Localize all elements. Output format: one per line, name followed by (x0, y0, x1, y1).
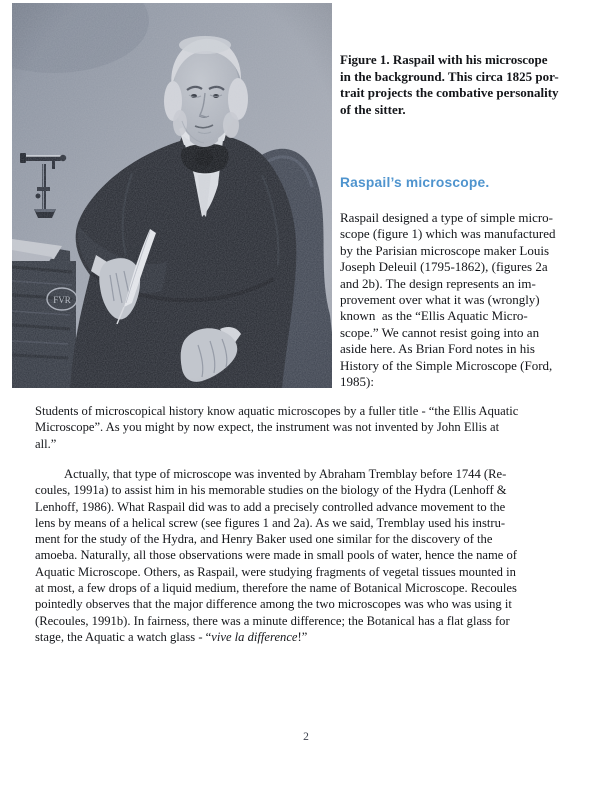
column-text (340, 210, 606, 390)
paragraph-line-last (35, 629, 595, 645)
body-line: by the Parisian microscope maker Louis (340, 242, 550, 258)
paragraph-line: Actually, that type of microscope was invented by Abraham Tremblay before 1744 (Re- (64, 467, 507, 481)
paragraph-line: lens by means of a helical screw (see figures 1 and 2a). As we said, Tremblay used his instru- (35, 515, 506, 530)
body-line: and 2b). The design represents an im- (340, 275, 536, 291)
body-line: scope.” We cannot resist going into an (340, 324, 540, 340)
body-line: known as the “Ellis Aquatic Micro- (340, 308, 528, 324)
paragraph-line: coules, 1991a) to assist him in his memorable studies on the biology of the Hydra (Lenhoff & (35, 483, 507, 498)
last-line-suffix: !” (297, 629, 308, 644)
body-line: Joseph Deleuil (1795-1862), (figures 2a (340, 259, 548, 275)
last-line-italic: vive la difference (211, 629, 298, 644)
last-line-prefix: stage, the Aquatic a watch glass - “ (35, 629, 212, 644)
body-line: Raspail designed a type of simple micro- (340, 210, 554, 225)
paragraph-line: pointedly observes that the major difference among the two microscopes was who was using it (35, 597, 512, 612)
paragraph-line: at most, a few drops of a liquid medium, therefore the name of Botanical Microscope. Recoules (35, 581, 517, 596)
raspail-portrait-photo (12, 3, 332, 388)
caption-line: of the sitter. (340, 101, 406, 117)
quote-line: Microscope”. As you might by now expect, the instrument was not invented by John Ellis at (35, 420, 500, 435)
paragraph-line: Lenhoff, 1986). What Raspail did was to add a precisely controlled advance movement to the (35, 499, 506, 514)
page-number: 2 (303, 731, 309, 743)
main-paragraph (35, 466, 595, 645)
body-line: 1985): (340, 374, 374, 390)
body-line: provement over what it was (wrongly) (340, 292, 540, 308)
portrait-illustration (12, 3, 332, 388)
body-line: scope (figure 1) which was manufactured (340, 226, 556, 242)
caption-line: in the background. This circa 1825 por- (340, 68, 559, 84)
paragraph-line: ment for the study of the Hydra, and Henry Baker used one similar for the discovery of the (35, 532, 493, 547)
paragraph-line: Aquatic Microscope. Others, as Raspail, were studying fragments of vegetal tissues mounted in (35, 564, 516, 579)
body-line: aside here. As Brian Ford notes in his (340, 341, 535, 357)
caption-line: Figure 1. Raspail with his microscope (340, 52, 548, 67)
figure-caption (340, 52, 606, 118)
body-line: History of the Simple Microscope (Ford, (340, 357, 553, 373)
paragraph-line: (Recoules, 1991b). In fairness, there was a minute difference; the Botanical has a flat glass for (35, 613, 510, 628)
caption-line: trait projects the combative personality (340, 85, 559, 101)
paragraph-line: amoeba. Naturally, all those observations were made in small pools of water, hence the name of (35, 548, 517, 563)
quote-line: all.” (35, 436, 57, 451)
quote-line: Students of microscopical history know aquatic microscopes by a fuller title - “the Ellis Aquatic (35, 404, 519, 418)
quote-paragraph (35, 403, 595, 452)
section-heading: Raspail’s microscope. (340, 175, 490, 190)
